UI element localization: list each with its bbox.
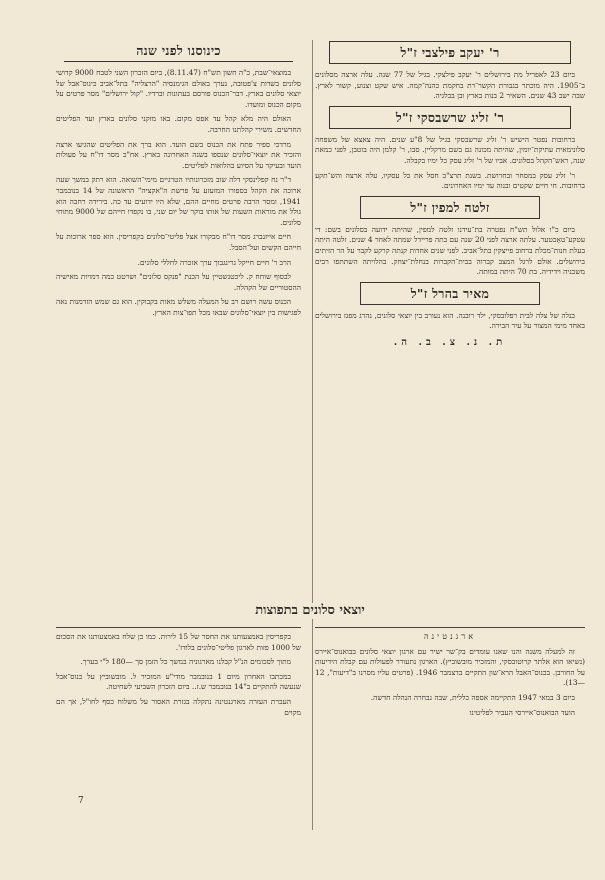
obituary-text-2a: ברחובות נפטר הישיש ר' זליג שרשבסקי בגיל של 8"ע שנים. היה צאצא של משפחה סלונימאית עתיקת־יומין, שהיתה מכונה גם בשם מרקליין. סבו, ר' קלמן היה בוטבן, לפני כמאת שנה, ראש־הקהל בסלונים. אביו של ר' זליג עסק כל ימיו בקבלה. xyxy=(315,134,585,165)
obituary-title-2: ר' זליג שרשבסקי ז"ל xyxy=(395,109,505,125)
obituary-title-box-3 xyxy=(360,196,540,219)
obituary-text-2b: ר' זליג עסק במסחר ובחרושת. בשנת תרצ"ב חסל את כל עסקיו, עלה ארצה והש־תקע ברחובות. חי חיים שקטים ובנוה עד ימיו האחרונים. xyxy=(315,170,585,191)
section-title: יוצאי סלונים בתפוצות xyxy=(160,603,460,619)
lower-left-rule xyxy=(56,627,301,628)
lower-left-paragraph-2: מתוך לסכומים הנ"ל קבלנו מארגוניה במשך כל הזמן סך —180 ל"י בערך. xyxy=(80,657,291,667)
article-paragraph-1: במוצאי־שבת, כ"ה חשון תש"ח (8.11.47), ביום הזכרון השני לטבח 9000 קדושי סלונים בשדות צ'פטובה, נערך באולם הגימנסיה "הרצליה" בתל־אביב כינוס־אבל של יוצאי סלונים בארץ. דבר־הכנוס פורסם בעתונות וברדיו. "קול ירושלים" מסר פרטים על מקום הכנוס ומועדו. xyxy=(56,68,301,109)
obituary-title-box-2 xyxy=(329,106,571,129)
obituary-title-4: מאיר בהרל ז"ל xyxy=(410,285,490,301)
article-paragraph-8: הכנוס עשה רושם רב על המעלה משלש מאות בקבוקין. הוא גם שמש הזדמנות נאה לפגישות בין יוצאי־סלונים שבאו מכל תפו־צות הארץ. xyxy=(56,297,301,317)
left-column xyxy=(56,38,301,322)
article-title-box xyxy=(64,40,293,62)
lower-right-column xyxy=(315,622,585,722)
right-column xyxy=(315,38,585,357)
memorial-signature: ת. נ. צ. ב. ה. xyxy=(393,336,507,348)
article-paragraph-5: חיים אייזנברג מסר דו"ח מבקורו אצל פליטי־סלונים בקפריסין. הוא ספר ארוכות על חייהם הקשים ועל־הסבל. xyxy=(56,232,301,252)
obituary-title-box-4 xyxy=(360,282,540,305)
lower-right-paragraph-3: הועד הבואנוס־איירסי העביר לפליטינו xyxy=(469,707,575,717)
lower-left-column xyxy=(56,622,301,722)
obituary-title-3: זלטה למפין ז"ל xyxy=(410,199,490,215)
article-paragraph-7: לבסוף שוחח ק. ליכטנשטיין על הכנת "פנקס סלונים" ושרטט כמה דמויות מאישיה ההסטוריים של הקהלה. xyxy=(56,272,301,292)
article-paragraph-3: מרדכי ספיר פתח את הכנוס בשם הועד. הוא ברך את הפליטים שהגיעו ארצה והזכיר את יוצאי־סלונים שנספו בשנה האחרונה בארץ. אח"כ מסר דו"ח על פעולות הועד ובעיקר על הסיוע בהלואות לפליטים. xyxy=(56,139,301,170)
obituary-text-3: ביום כ"ו אלול תש"ח נפטרה בת־עידנו זלטה למפין, שהיתה ידועה בסלונים בשם: די עטקע־טאָכטער. עלתה ארצה לפני 20 שנה עם בתה פריידל שמתה לאחר 4 שנים. זלטה היתה בעלת חנות־מכלת ברחוב פייצקין בתל־אביב. לפני שנים אחדות קנתה קרקע לקבר על הר הזיתים בירושלים. אולם לרגל המצב קברוה בבית־הקברות בנחלת־יצחק. בהלויתה השתתפו רבים משכניה וידידיה. בת 70 היתה במותה. xyxy=(315,224,586,277)
article-paragraph-2: האולם היה מלא קהל עד אפס מקום. באו מזקני סלונים בארץ ועד הפליטים החדשים. משירי קהלתנו החרבה. xyxy=(56,114,301,134)
lower-left-paragraph-4: העברת העזרה מארגנטינה נתקלה בגזרת האסור על משלוח כסף לחו"ל, אך הם מקוים xyxy=(56,696,301,717)
obituary-text-4: בנלה של צלה לבית רפלובסקי, ילד רובנה. הוא נעורב בין יוצאי סלונים, נהרג מפגז בירושלים באחד מימי המצור על עיר הבירה. xyxy=(315,310,585,331)
obituary-title-box-1 xyxy=(329,41,571,64)
lower-left-paragraph-3: במכתבו האחרון מיום 1 בנובמבר מודי"ע המזכיר ל. מובשוביץ על כנוס־אבל שנעשה להתקיים ב"14 בנובמבר ש.ז.. ביום הזכרון השביעי לשחיטה. xyxy=(56,671,301,692)
obituary-text-1: ביום 23 לאפריל מת בירושלים ר' יעקב פילצקי. בגיל של 77 שנה. עלה ארצה מסלונים ב־1905. היה מוכתר בגבורת הקשר־רת בחקמת כהנה־קמה. איש שקט וצנוע, קשור לארץ. שבה ישב 43 שנים. השאיר 2 בנות בארץ ובן בבלגיה. xyxy=(315,70,585,101)
obituary-title-1: ר' יעקב פילצבי ז"ל xyxy=(400,45,500,60)
column-divider xyxy=(312,40,313,830)
lower-right-paragraph-1: זה למעלה משנה והנו שאנו עומדים בק־שר ישיר עם ארגון יוצאי סלונים בבואנוס־איירס (נשיאו הוא אלתר קרוטובסקי, והמזכיר מובשוביץ). הארגון נתעורר לפעולות עם קבלת הידיעות על החורבן. בכנוס־האבל הרא־שון התקיים בדצמבר 1946. (פרטים עליו מסרנו ב"דיעות", 12—13). xyxy=(315,646,585,688)
article-paragraph-4: ד"ר נח קפלינסקי דלה שוב מזכרונותיו הטרגיים מימי־השואה. הוא רתק במשך שעה ארוכה את הקהל בספורו המזעזע על פרשת ה"אקציה" הראשונה של 14 בנובמבר 1941, ומסר הרבה פרטים מחיים ההם, שלא היו ידועים עד כה. בירידה רחבה הוא גולל את מוראות השעות של אותו בוקר של יום שני, בו נקפדו חייהם של 9000 מתוחי סלונים. xyxy=(56,175,301,227)
page-number: 7 xyxy=(78,796,84,806)
article-paragraph-6: הרב ר' חיים חייקל גרינגבוך ערך אזכרה לחללי סלונים. xyxy=(137,257,291,267)
argentina-subtitle: ארגנטינה xyxy=(423,632,477,641)
lower-left-paragraph-1: בקפריסין באמצעותנו את החסר של 15 לירות. כמו כן שלח באמצעותנו את הסכום של 1000 פזות לארגון פליטי־סלונים בלודז'. xyxy=(56,632,301,652)
lower-right-rule xyxy=(315,627,585,628)
lower-right-paragraph-2: ביום 3 במאי 1947 התקיימה אספה כללית, שבה נבחרה הנהלה חדשה. xyxy=(370,692,575,702)
article-title: כינוסנו לפני שנה xyxy=(136,43,221,58)
